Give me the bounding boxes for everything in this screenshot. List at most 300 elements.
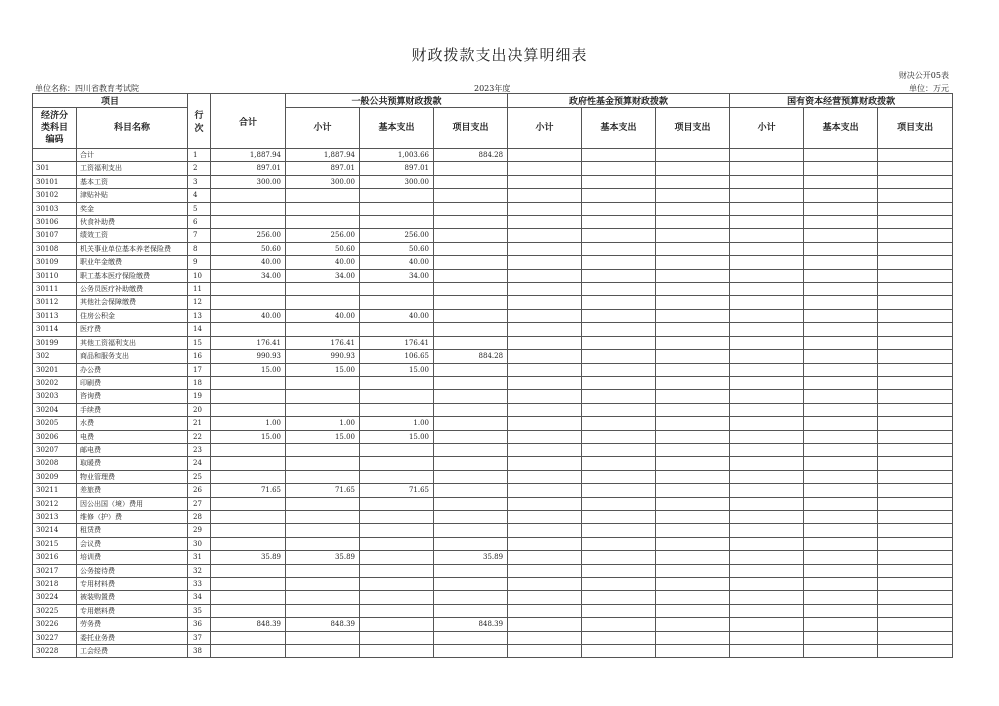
- row-code: 30112: [33, 296, 77, 309]
- row-fund-project: [656, 149, 730, 162]
- row-total: 300.00: [211, 175, 286, 188]
- row-state-basic: [804, 564, 878, 577]
- row-state-subtotal: [730, 604, 804, 617]
- row-fund-subtotal: [508, 269, 582, 282]
- row-state-subtotal: [730, 296, 804, 309]
- row-fund-subtotal: [508, 390, 582, 403]
- row-general-project: [434, 524, 508, 537]
- row-general-basic: [360, 564, 434, 577]
- row-total: 34.00: [211, 269, 286, 282]
- row-code: 302: [33, 350, 77, 363]
- row-fund-project: [656, 336, 730, 349]
- row-general-subtotal: 34.00: [286, 269, 360, 282]
- table-row: [33, 457, 953, 470]
- header-subject-name: 科目名称: [77, 108, 188, 149]
- row-line-number: 18: [188, 376, 211, 389]
- row-subject-name: 专用燃料费: [77, 604, 188, 617]
- row-general-subtotal: 1.00: [286, 417, 360, 430]
- row-state-basic: [804, 497, 878, 510]
- row-fund-subtotal: [508, 242, 582, 255]
- row-fund-subtotal: [508, 618, 582, 631]
- row-state-subtotal: [730, 363, 804, 376]
- row-state-project: [878, 564, 953, 577]
- row-fund-project: [656, 175, 730, 188]
- row-general-basic: [360, 390, 434, 403]
- table-row: [33, 484, 953, 497]
- row-general-project: [434, 216, 508, 229]
- row-code: 30199: [33, 336, 77, 349]
- table-row: [33, 417, 953, 430]
- row-state-subtotal: [730, 162, 804, 175]
- row-state-subtotal: [730, 202, 804, 215]
- row-general-project: [434, 537, 508, 550]
- row-fund-basic: [582, 457, 656, 470]
- row-subject-name: 工会经费: [77, 645, 188, 658]
- row-code: 30114: [33, 323, 77, 336]
- row-total: 40.00: [211, 256, 286, 269]
- header-total: 合计: [211, 94, 286, 149]
- row-general-project: [434, 229, 508, 242]
- row-code: 30228: [33, 645, 77, 658]
- row-state-subtotal: [730, 645, 804, 658]
- header-fund-basic: 基本支出: [582, 108, 656, 149]
- row-fund-project: [656, 162, 730, 175]
- row-general-project: [434, 591, 508, 604]
- row-general-project: [434, 645, 508, 658]
- row-subject-name: 手续费: [77, 403, 188, 416]
- row-state-subtotal: [730, 551, 804, 564]
- row-state-subtotal: [730, 149, 804, 162]
- row-code: 30218: [33, 578, 77, 591]
- row-fund-basic: [582, 390, 656, 403]
- row-general-basic: [360, 631, 434, 644]
- table-row: [33, 376, 953, 389]
- row-general-subtotal: [286, 631, 360, 644]
- row-code: 30206: [33, 430, 77, 443]
- row-state-basic: [804, 510, 878, 523]
- row-fund-basic: [582, 202, 656, 215]
- row-line-number: 21: [188, 417, 211, 430]
- header-econ-code: 经济分类科目编码: [33, 108, 77, 149]
- row-subject-name: 办公费: [77, 363, 188, 376]
- row-general-project: [434, 403, 508, 416]
- row-state-subtotal: [730, 457, 804, 470]
- row-total: [211, 510, 286, 523]
- row-state-subtotal: [730, 524, 804, 537]
- row-fund-subtotal: [508, 564, 582, 577]
- row-subject-name: 邮电费: [77, 443, 188, 456]
- row-total: 256.00: [211, 229, 286, 242]
- row-state-project: [878, 618, 953, 631]
- row-state-project: [878, 430, 953, 443]
- row-line-number: 17: [188, 363, 211, 376]
- row-state-subtotal: [730, 376, 804, 389]
- row-line-number: 35: [188, 604, 211, 617]
- row-general-basic: [360, 618, 434, 631]
- row-general-basic: 1.00: [360, 417, 434, 430]
- table-row: [33, 631, 953, 644]
- row-fund-basic: [582, 591, 656, 604]
- row-state-basic: [804, 484, 878, 497]
- header-group-state: 国有资本经营预算财政拨款: [730, 94, 953, 108]
- row-subject-name: 委托业务费: [77, 631, 188, 644]
- row-fund-basic: [582, 484, 656, 497]
- table-row: [33, 551, 953, 564]
- row-state-project: [878, 336, 953, 349]
- table-row: [33, 296, 953, 309]
- row-subject-name: 专用材料费: [77, 578, 188, 591]
- row-general-subtotal: [286, 216, 360, 229]
- table-row: [33, 229, 953, 242]
- row-general-basic: [360, 216, 434, 229]
- table-row: [33, 537, 953, 550]
- unit-name: 单位名称：四川省教育考试院: [35, 84, 139, 93]
- row-general-basic: [360, 457, 434, 470]
- row-general-subtotal: 256.00: [286, 229, 360, 242]
- row-general-project: [434, 363, 508, 376]
- row-general-subtotal: 300.00: [286, 175, 360, 188]
- row-fund-subtotal: [508, 578, 582, 591]
- row-state-project: [878, 551, 953, 564]
- row-line-number: 29: [188, 524, 211, 537]
- row-fund-project: [656, 296, 730, 309]
- row-line-number: 1: [188, 149, 211, 162]
- row-subject-name: 取暖费: [77, 457, 188, 470]
- row-code: 30108: [33, 242, 77, 255]
- row-line-number: 10: [188, 269, 211, 282]
- header-general-basic: 基本支出: [360, 108, 434, 149]
- row-general-subtotal: 990.93: [286, 350, 360, 363]
- row-state-project: [878, 417, 953, 430]
- row-general-basic: [360, 376, 434, 389]
- table-row: [33, 430, 953, 443]
- row-fund-subtotal: [508, 591, 582, 604]
- row-total: [211, 376, 286, 389]
- row-general-subtotal: [286, 189, 360, 202]
- row-general-basic: [360, 189, 434, 202]
- row-line-number: 15: [188, 336, 211, 349]
- row-state-project: [878, 457, 953, 470]
- row-general-project: [434, 242, 508, 255]
- row-general-basic: [360, 470, 434, 483]
- row-total: [211, 497, 286, 510]
- header-group-general: 一般公共预算财政拨款: [286, 94, 508, 108]
- row-fund-project: [656, 470, 730, 483]
- row-subject-name: 合计: [77, 149, 188, 162]
- row-code: 301: [33, 162, 77, 175]
- row-fund-project: [656, 443, 730, 456]
- row-general-basic: 176.41: [360, 336, 434, 349]
- row-state-basic: [804, 256, 878, 269]
- row-fund-project: [656, 564, 730, 577]
- row-general-subtotal: [286, 591, 360, 604]
- row-general-project: 848.39: [434, 618, 508, 631]
- row-code: 30214: [33, 524, 77, 537]
- row-state-basic: [804, 149, 878, 162]
- row-state-basic: [804, 175, 878, 188]
- row-state-basic: [804, 645, 878, 658]
- row-general-subtotal: [286, 457, 360, 470]
- row-code: 30205: [33, 417, 77, 430]
- row-fund-project: [656, 551, 730, 564]
- row-subject-name: 基本工资: [77, 175, 188, 188]
- row-subject-name: 津贴补贴: [77, 189, 188, 202]
- row-state-basic: [804, 216, 878, 229]
- row-state-project: [878, 229, 953, 242]
- row-general-basic: [360, 604, 434, 617]
- row-line-number: 3: [188, 175, 211, 188]
- row-fund-basic: [582, 296, 656, 309]
- row-fund-subtotal: [508, 175, 582, 188]
- row-fund-subtotal: [508, 162, 582, 175]
- row-state-project: [878, 256, 953, 269]
- row-general-project: [434, 309, 508, 322]
- row-fund-project: [656, 457, 730, 470]
- row-fund-subtotal: [508, 430, 582, 443]
- row-code: 30209: [33, 470, 77, 483]
- row-fund-basic: [582, 376, 656, 389]
- table-row: [33, 578, 953, 591]
- row-fund-subtotal: [508, 350, 582, 363]
- row-subject-name: 电费: [77, 430, 188, 443]
- table-row: [33, 336, 953, 349]
- row-fund-subtotal: [508, 417, 582, 430]
- row-code: 30224: [33, 591, 77, 604]
- row-general-subtotal: [286, 537, 360, 550]
- row-code: 30110: [33, 269, 77, 282]
- row-code: 30201: [33, 363, 77, 376]
- row-subject-name: 维修（护）费: [77, 510, 188, 523]
- row-fund-project: [656, 309, 730, 322]
- row-state-subtotal: [730, 631, 804, 644]
- row-fund-project: [656, 283, 730, 296]
- row-general-project: [434, 443, 508, 456]
- row-state-subtotal: [730, 430, 804, 443]
- row-general-basic: [360, 296, 434, 309]
- row-code: 30101: [33, 175, 77, 188]
- row-line-number: 13: [188, 309, 211, 322]
- row-fund-basic: [582, 336, 656, 349]
- table-body: [33, 149, 953, 658]
- row-total: [211, 524, 286, 537]
- row-fund-subtotal: [508, 309, 582, 322]
- report-title: 财政拨款支出决算明细表: [411, 46, 588, 64]
- row-state-subtotal: [730, 229, 804, 242]
- row-fund-basic: [582, 350, 656, 363]
- row-line-number: 4: [188, 189, 211, 202]
- row-state-project: [878, 510, 953, 523]
- row-code: 30103: [33, 202, 77, 215]
- row-state-project: [878, 309, 953, 322]
- row-fund-basic: [582, 510, 656, 523]
- row-fund-subtotal: [508, 403, 582, 416]
- table-row: [33, 403, 953, 416]
- row-total: [211, 537, 286, 550]
- row-fund-subtotal: [508, 443, 582, 456]
- table-row: [33, 309, 953, 322]
- row-total: [211, 604, 286, 617]
- row-state-subtotal: [730, 189, 804, 202]
- row-fund-basic: [582, 631, 656, 644]
- row-state-basic: [804, 537, 878, 550]
- row-line-number: 16: [188, 350, 211, 363]
- row-general-basic: [360, 537, 434, 550]
- row-total: [211, 591, 286, 604]
- row-fund-project: [656, 256, 730, 269]
- table-row: [33, 242, 953, 255]
- row-code: 30225: [33, 604, 77, 617]
- row-fund-basic: [582, 403, 656, 416]
- row-general-subtotal: [286, 497, 360, 510]
- row-line-number: 26: [188, 484, 211, 497]
- row-fund-subtotal: [508, 202, 582, 215]
- row-total: 897.01: [211, 162, 286, 175]
- row-state-basic: [804, 551, 878, 564]
- row-subject-name: 奖金: [77, 202, 188, 215]
- table-row: [33, 591, 953, 604]
- row-fund-subtotal: [508, 189, 582, 202]
- row-general-project: 35.89: [434, 551, 508, 564]
- row-state-project: [878, 376, 953, 389]
- row-state-basic: [804, 283, 878, 296]
- row-line-number: 5: [188, 202, 211, 215]
- row-fund-subtotal: [508, 283, 582, 296]
- row-subject-name: 医疗费: [77, 323, 188, 336]
- row-fund-subtotal: [508, 149, 582, 162]
- row-general-project: [434, 175, 508, 188]
- row-general-basic: [360, 645, 434, 658]
- row-line-number: 38: [188, 645, 211, 658]
- row-total: [211, 443, 286, 456]
- row-code: 30208: [33, 457, 77, 470]
- table-row: [33, 323, 953, 336]
- row-general-basic: 34.00: [360, 269, 434, 282]
- row-general-subtotal: 848.39: [286, 618, 360, 631]
- row-subject-name: 公务员医疗补助缴费: [77, 283, 188, 296]
- row-fund-basic: [582, 242, 656, 255]
- row-subject-name: 绩效工资: [77, 229, 188, 242]
- header-item-group: 项目: [33, 94, 188, 108]
- row-total: [211, 323, 286, 336]
- row-state-project: [878, 591, 953, 604]
- row-fund-subtotal: [508, 216, 582, 229]
- table-row: [33, 350, 953, 363]
- row-general-subtotal: 40.00: [286, 309, 360, 322]
- row-fund-subtotal: [508, 631, 582, 644]
- row-state-subtotal: [730, 591, 804, 604]
- row-subject-name: 职工基本医疗保险缴费: [77, 269, 188, 282]
- row-subject-name: 咨询费: [77, 390, 188, 403]
- row-general-project: [434, 296, 508, 309]
- row-general-basic: [360, 510, 434, 523]
- row-general-project: [434, 510, 508, 523]
- row-state-basic: [804, 189, 878, 202]
- row-total: [211, 296, 286, 309]
- row-state-project: [878, 363, 953, 376]
- row-line-number: 28: [188, 510, 211, 523]
- row-fund-basic: [582, 430, 656, 443]
- row-fund-project: [656, 376, 730, 389]
- row-code: 30111: [33, 283, 77, 296]
- row-state-basic: [804, 524, 878, 537]
- row-general-project: [434, 336, 508, 349]
- row-line-number: 36: [188, 618, 211, 631]
- row-general-subtotal: 50.60: [286, 242, 360, 255]
- row-fund-project: [656, 403, 730, 416]
- row-fund-subtotal: [508, 537, 582, 550]
- row-state-project: [878, 604, 953, 617]
- row-fund-basic: [582, 216, 656, 229]
- row-state-subtotal: [730, 390, 804, 403]
- row-subject-name: 公务接待费: [77, 564, 188, 577]
- row-state-basic: [804, 269, 878, 282]
- row-general-project: [434, 470, 508, 483]
- row-code: 30215: [33, 537, 77, 550]
- row-line-number: 7: [188, 229, 211, 242]
- row-subject-name: 机关事业单位基本养老保险费: [77, 242, 188, 255]
- row-subject-name: 职业年金缴费: [77, 256, 188, 269]
- row-fund-project: [656, 269, 730, 282]
- row-state-subtotal: [730, 564, 804, 577]
- row-subject-name: 租赁费: [77, 524, 188, 537]
- row-state-subtotal: [730, 175, 804, 188]
- row-line-number: 30: [188, 537, 211, 550]
- row-code: 30109: [33, 256, 77, 269]
- row-state-project: [878, 443, 953, 456]
- row-general-subtotal: [286, 645, 360, 658]
- row-general-project: [434, 631, 508, 644]
- row-fund-basic: [582, 269, 656, 282]
- row-general-project: [434, 256, 508, 269]
- row-fund-project: [656, 242, 730, 255]
- row-general-basic: 40.00: [360, 256, 434, 269]
- row-general-project: [434, 604, 508, 617]
- row-fund-subtotal: [508, 497, 582, 510]
- table-row: [33, 443, 953, 456]
- row-general-project: [434, 323, 508, 336]
- form-code: 财决公开05表: [898, 71, 949, 80]
- row-line-number: 25: [188, 470, 211, 483]
- row-code: 30202: [33, 376, 77, 389]
- row-code: 30204: [33, 403, 77, 416]
- row-total: 71.65: [211, 484, 286, 497]
- row-state-project: [878, 484, 953, 497]
- row-general-subtotal: 40.00: [286, 256, 360, 269]
- row-fund-subtotal: [508, 376, 582, 389]
- row-general-basic: 15.00: [360, 363, 434, 376]
- row-fund-project: [656, 202, 730, 215]
- row-fund-basic: [582, 417, 656, 430]
- row-general-subtotal: [286, 296, 360, 309]
- row-fund-project: [656, 417, 730, 430]
- row-state-project: [878, 242, 953, 255]
- row-state-project: [878, 631, 953, 644]
- row-subject-name: 培训费: [77, 551, 188, 564]
- row-state-subtotal: [730, 309, 804, 322]
- row-state-subtotal: [730, 403, 804, 416]
- row-state-basic: [804, 430, 878, 443]
- row-state-basic: [804, 376, 878, 389]
- row-state-basic: [804, 323, 878, 336]
- row-total: 990.93: [211, 350, 286, 363]
- row-line-number: 8: [188, 242, 211, 255]
- row-fund-project: [656, 323, 730, 336]
- row-general-basic: 300.00: [360, 175, 434, 188]
- row-total: 176.41: [211, 336, 286, 349]
- row-general-basic: 71.65: [360, 484, 434, 497]
- row-subject-name: 差旅费: [77, 484, 188, 497]
- row-line-number: 27: [188, 497, 211, 510]
